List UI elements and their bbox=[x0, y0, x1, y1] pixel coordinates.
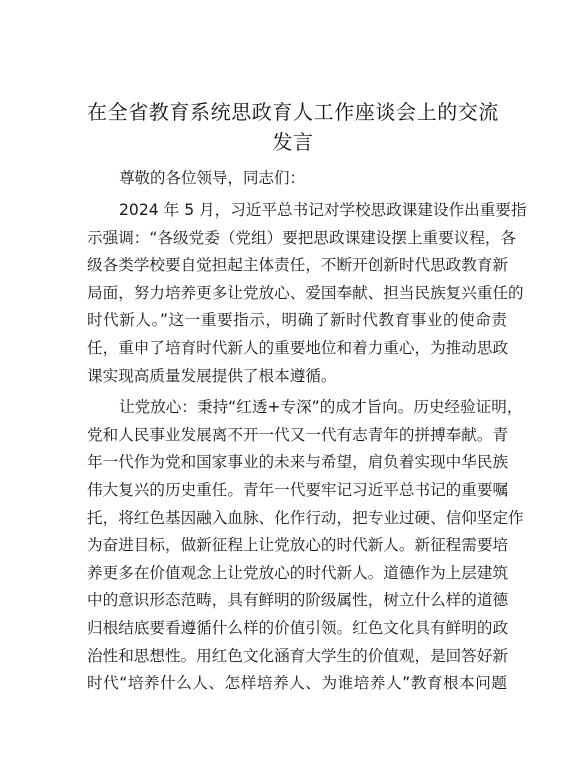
document-body bbox=[87, 164, 527, 702]
text-line: 局面，努力培养更多让党放心、爱国奉献、担当民族复兴重任的 bbox=[87, 283, 524, 302]
text-line: 为奋进目标，做新征程上让党放心的时代新人。新征程需要培 bbox=[87, 536, 509, 555]
text-line: 任，重申了培育时代新人的重要地位和着力重心，为推动思政 bbox=[87, 338, 509, 357]
text-line: 时代新人。”这一重要指示，明确了新时代教育事业的使命责 bbox=[87, 311, 507, 330]
title-line: 在全省教育系统思政育人工作座谈会上的交流 bbox=[87, 100, 499, 124]
text-line: 示强调：“各级党委（党组）要把思政课建设摆上重要议程，各 bbox=[87, 228, 517, 247]
text-line: 伟大复兴的历史重任。青年一代要牢记习近平总书记的重要嘱 bbox=[87, 480, 509, 499]
paragraph-2 bbox=[87, 394, 524, 698]
text-line: 党和人民事业发展离不开一代又一代有志青年的拼搏奉献。青 bbox=[87, 425, 509, 444]
text-line: 2024 年 5 月，习近平总书记对学校思政课建设作出重要指 bbox=[119, 201, 527, 219]
text-line: 级各类学校要自觉担起主体责任，不断开创新时代思政教育新 bbox=[87, 256, 509, 275]
salutation: 尊敬的各位领导，同志们： bbox=[119, 169, 306, 187]
text-line: 时代“培养什么人、怎样培养人、为谁培养人”教育根本问题 bbox=[87, 674, 507, 693]
title-line: 发言 bbox=[272, 130, 314, 154]
text-line: 课实现高质量发展提供了根本遵循。 bbox=[87, 366, 337, 385]
text-line: 养更多在价值观念上让党放心的时代新人。道德作为上层建筑 bbox=[87, 563, 509, 582]
text-line: 归根结底要看遵循什么样的价值引领。红色文化具有鲜明的政 bbox=[87, 618, 509, 637]
text-line: 中的意识形态范畴，具有鲜明的阶级属性，树立什么样的道德 bbox=[87, 591, 509, 610]
text-line: 治性和思想性。用红色文化涵育大学生的价值观，是回答好新 bbox=[87, 646, 509, 665]
text-line: 托，将红色基因融入血脉、化作行动，把专业过硬、信仰坚定作 bbox=[87, 508, 524, 527]
text-line: 年一代作为党和国家事业的未来与希望，肩负着实现中华民族 bbox=[87, 453, 509, 472]
document-title bbox=[60, 97, 526, 157]
paragraph-1 bbox=[87, 197, 527, 390]
text-line: 让党放心：秉持“红透+专深”的成才旨向。历史经验证明， bbox=[119, 398, 523, 417]
